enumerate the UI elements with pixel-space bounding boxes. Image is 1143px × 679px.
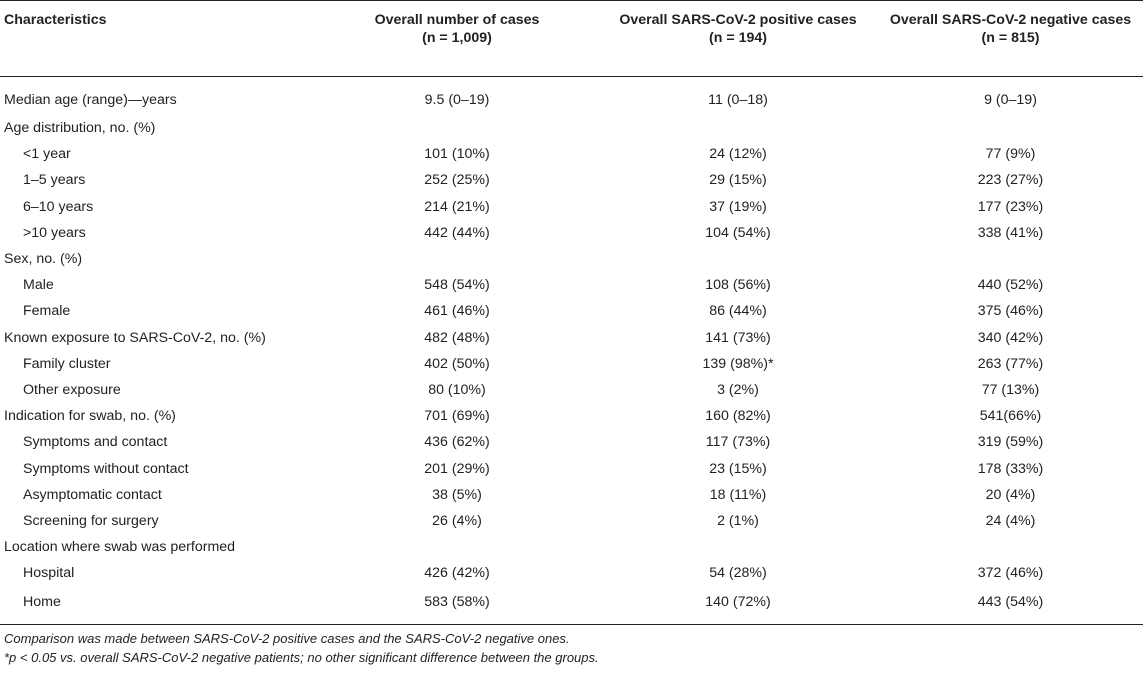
row-label: >10 years	[23, 224, 86, 241]
cell-overall: 402 (50%)	[424, 355, 490, 372]
row-label: Indication for swab, no. (%)	[4, 408, 176, 425]
table-row	[0, 351, 1143, 377]
row-label: Screening for surgery	[23, 512, 159, 529]
cell-overall: 101 (10%)	[424, 146, 490, 163]
cell-negative: 340 (42%)	[977, 329, 1044, 346]
cell-negative	[878, 115, 1143, 141]
cell-positive: 2 (1%)	[717, 512, 759, 529]
cell-overall: 252 (25%)	[424, 172, 490, 189]
cell-positive: 37 (19%)	[709, 198, 767, 215]
table-row	[0, 325, 1143, 351]
cell-overall: 214 (21%)	[424, 198, 490, 215]
table-row	[0, 167, 1143, 193]
footnote-significance: *p < 0.05 vs. overall SARS-CoV-2 negative patients; no other significant difference between the groups.	[4, 650, 599, 665]
row-label: Home	[0, 586, 316, 625]
header-n: (n = 815)	[981, 30, 1040, 46]
cell-overall: 548 (54%)	[424, 277, 490, 294]
cell-negative	[878, 246, 1143, 272]
cell-overall	[316, 246, 598, 272]
cell-positive: 108 (56%)	[705, 277, 771, 294]
row-label: Other exposure	[23, 381, 121, 398]
row-label: <1 year	[23, 146, 71, 163]
row-label: Male	[23, 277, 54, 294]
cell-negative: 541(66%)	[979, 408, 1042, 425]
cell-overall: 461 (46%)	[424, 303, 490, 320]
cell-negative: 20 (4%)	[985, 486, 1036, 503]
cell-negative: 375 (46%)	[977, 303, 1044, 320]
table-row	[0, 220, 1143, 246]
cell-negative: 319 (59%)	[977, 434, 1044, 451]
cell-positive: 24 (12%)	[709, 146, 767, 163]
cell-overall: 38 (5%)	[432, 486, 482, 503]
table-row	[0, 141, 1143, 167]
table-body	[0, 77, 1143, 625]
cell-positive: 139 (98%)*	[702, 355, 774, 372]
table-row	[0, 508, 1143, 534]
table-row	[0, 77, 1143, 116]
cell-overall: 201 (29%)	[424, 460, 490, 477]
cell-overall: 80 (10%)	[428, 381, 486, 398]
table-row	[0, 246, 1143, 272]
header-title: Overall SARS-CoV-2 positive cases	[619, 12, 857, 28]
row-label: Symptoms without contact	[23, 460, 189, 477]
footnote-comparison: Comparison was made between SARS-CoV-2 positive cases and the SARS-CoV-2 negative ones.	[4, 631, 570, 646]
table-row	[0, 560, 1143, 586]
row-label: Female	[23, 303, 71, 320]
cell-negative	[878, 534, 1143, 560]
row-label: Known exposure to SARS-CoV-2, no. (%)	[4, 329, 266, 346]
cell-negative: 338 (41%)	[977, 224, 1044, 241]
table-row	[0, 455, 1143, 481]
table-row	[0, 272, 1143, 298]
cell-negative: 178 (33%)	[977, 460, 1044, 477]
table-row	[0, 298, 1143, 324]
cell-negative: 440 (52%)	[977, 277, 1044, 294]
row-label: 6–10 years	[23, 198, 94, 215]
row-label: Age distribution, no. (%)	[4, 120, 156, 137]
cell-positive: 86 (44%)	[709, 303, 767, 320]
table-row	[0, 586, 1143, 625]
row-label: 1–5 years	[23, 172, 86, 189]
cell-positive: 23 (15%)	[709, 460, 767, 477]
cell-overall: 26 (4%)	[432, 512, 482, 529]
cell-positive: 160 (82%)	[705, 408, 771, 425]
header-title: Overall number of cases	[374, 12, 540, 28]
cell-overall: 442 (44%)	[424, 224, 490, 241]
cell-negative: 24 (4%)	[985, 512, 1036, 529]
row-label: Median age (range)—years	[4, 92, 177, 108]
cell-positive: 54 (28%)	[709, 565, 767, 582]
cell-overall: 436 (62%)	[424, 434, 490, 451]
table-header-row	[0, 1, 1143, 77]
cell-positive: 11 (0–18)	[708, 92, 768, 108]
cell-positive: 3 (2%)	[717, 381, 759, 398]
row-label: Asymptomatic contact	[23, 486, 162, 503]
table-row	[0, 534, 1143, 560]
row-label: Hospital	[23, 565, 75, 582]
cell-overall: 701 (69%)	[424, 408, 490, 425]
cell-negative: 372 (46%)	[977, 565, 1044, 582]
cell-overall: 482 (48%)	[424, 329, 490, 346]
table-row	[0, 194, 1143, 220]
cell-positive	[598, 246, 878, 272]
row-label: Symptoms and contact	[23, 434, 168, 451]
cell-negative: 223 (27%)	[977, 172, 1044, 189]
row-label: Sex, no. (%)	[4, 251, 83, 268]
header-n: (n = 1,009)	[422, 30, 492, 46]
cell-positive	[598, 534, 878, 560]
row-label: Family cluster	[23, 355, 111, 372]
row-label: Location where swab was performed	[4, 539, 236, 556]
cell-overall: 9.5 (0–19)	[424, 92, 490, 108]
cell-positive: 29 (15%)	[709, 172, 767, 189]
cell-positive: 141 (73%)	[705, 329, 771, 346]
table-row	[0, 429, 1143, 455]
cell-positive: 104 (54%)	[705, 224, 771, 241]
header-negative	[878, 1, 1143, 77]
cell-negative: 77 (13%)	[981, 381, 1040, 398]
header-overall	[316, 1, 598, 77]
table-row	[0, 377, 1143, 403]
cell-negative: 9 (0–19)	[984, 92, 1037, 108]
cell-positive: 117 (73%)	[705, 434, 771, 451]
cell-negative: 177 (23%)	[977, 198, 1044, 215]
header-positive	[598, 1, 878, 77]
table-row	[0, 403, 1143, 429]
cell-overall	[316, 115, 598, 141]
cell-overall: 426 (42%)	[424, 565, 490, 582]
header-title: Characteristics	[4, 12, 107, 28]
header-n: (n = 194)	[709, 30, 767, 46]
table-footnotes	[4, 629, 599, 667]
cell-negative: 263 (77%)	[977, 355, 1044, 372]
table-row	[0, 482, 1143, 508]
cell-positive: 18 (11%)	[709, 486, 767, 503]
cell-positive: 140 (72%)	[598, 586, 878, 625]
cell-positive	[598, 115, 878, 141]
table-row	[0, 115, 1143, 141]
cell-overall: 583 (58%)	[316, 586, 598, 625]
header-characteristics	[0, 1, 316, 77]
cell-negative: 77 (9%)	[985, 146, 1036, 163]
cell-overall	[316, 534, 598, 560]
cell-negative: 443 (54%)	[878, 586, 1143, 625]
header-title: Overall SARS-CoV-2 negative cases	[889, 12, 1132, 28]
